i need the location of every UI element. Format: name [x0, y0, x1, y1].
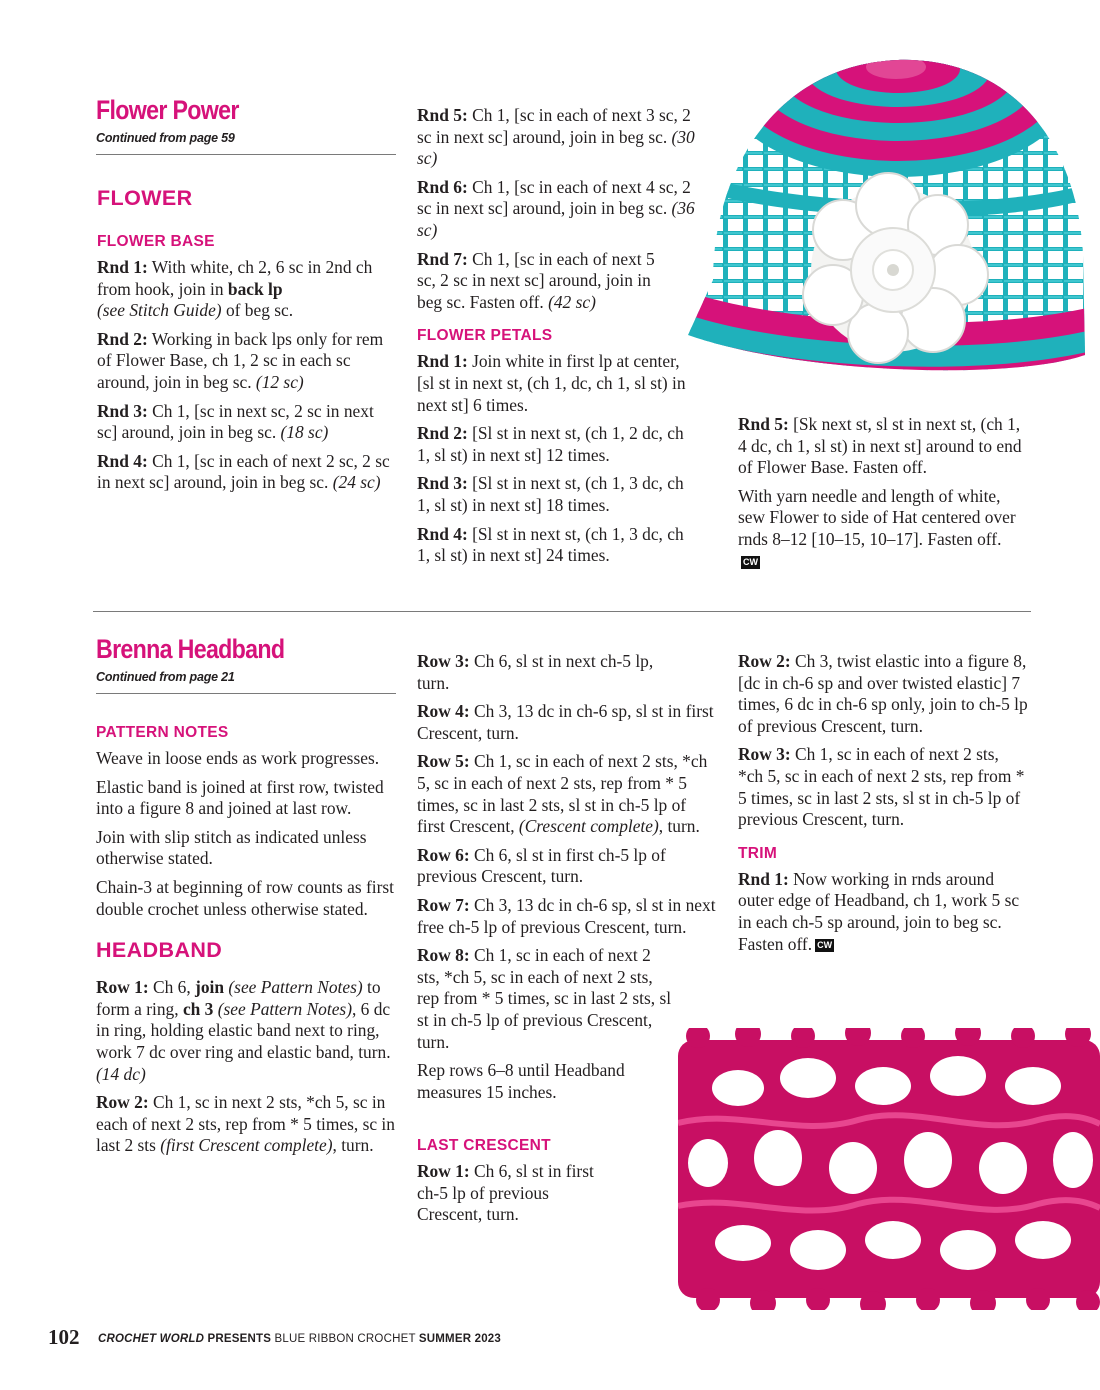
- brenna-title: Brenna Headband: [96, 634, 285, 664]
- petal-rnd-2: Rnd 2: [Sl st in next st, (ch 1, 2 dc, ch 1, sl st) in next st] 12 times.: [417, 423, 684, 465]
- headband-row-2: Row 2: Ch 1, sc in next 2 sts, *ch 5, sc in each of next 2 sts, rep from * 5 times, sc in last 2 sts (first Crescent complete), turn.: [96, 1092, 395, 1156]
- note-4: Chain-3 at beginning of row counts as first double crochet unless otherwise stated.: [96, 876, 395, 919]
- brenna-title-rule: [96, 693, 396, 694]
- last-crescent-row-1: Row 1: Ch 6, sl st in first ch-5 lp of previous Crescent, turn.: [417, 1161, 594, 1225]
- flower-power-continued: Continued from page 59: [96, 131, 235, 145]
- petal-rnd-4: Rnd 4: [Sl st in next st, (ch 1, 3 dc, ch 1, sl st) in next st] 24 times.: [417, 523, 684, 566]
- page-number: 102: [48, 1325, 80, 1349]
- brenna-col-2: [417, 651, 717, 1233]
- flower-finish: With yarn needle and length of white, sew Flower to side of Hat centered over rnds 8–12 [10–15, 10–17]. Fasten off.CW: [738, 485, 1016, 567]
- flower-col-2: [417, 105, 699, 574]
- last-crescent-row-2: Row 2: Ch 3, twist elastic into a figure 8, [dc in ch-6 sp and over twisted elastic] 7 times, 6 dc in ch-6 sp only, join to ch-5 lp of previous Crescent, turn.: [738, 651, 1028, 736]
- headband-heading: HEADBAND: [96, 938, 223, 963]
- title-rule: [96, 154, 396, 155]
- trim-heading: TRIM: [738, 844, 778, 862]
- trim-rnd-1: Rnd 1: Now working in rnds around outer edge of Headband, ch 1, work 5 sc in each ch-5 sp around, join to beg sc. Fasten off. CW: [738, 868, 1020, 954]
- headband-row-3: Row 3: Ch 6, sl st in next ch-5 lp, turn.: [417, 651, 654, 693]
- cw-end-badge: CW: [743, 556, 758, 567]
- flower-power-title: Flower Power: [96, 95, 239, 125]
- flower-rnd-3: Rnd 3: Ch 1, [sc in next sc, 2 sc in next sc] around, join in beg sc. (18 sc): [97, 400, 374, 443]
- flower-heading: FLOWER: [97, 186, 193, 210]
- note-3: Join with slip stitch as indicated unless otherwise stated.: [96, 826, 367, 869]
- headband-row-5: Row 5: Ch 1, sc in each of next 2 sts, *ch 5, sc in each of next 2 sts, rep from * 5 times, sc in last 2 sts, sl st in ch-5 lp of first Crescent, (Crescent complete), turn.: [417, 751, 708, 837]
- pattern-notes-heading: PATTERN NOTES: [96, 724, 229, 741]
- note-1: Weave in loose ends as work progresses.: [96, 748, 380, 768]
- brenna-continued: Continued from page 21: [96, 670, 235, 684]
- petal-rnd-3: Rnd 3: [Sl st in next st, (ch 1, 3 dc, ch 1, sl st) in next st] 18 times.: [417, 473, 684, 515]
- flower-rnd-5: Rnd 5: Ch 1, [sc in each of next 3 sc, 2 sc in next sc] around, join in beg sc. (30 sc): [417, 105, 695, 169]
- petal-rnd-5: Rnd 5: [Sk next st, sl st in next st, (ch 1, 4 dc, ch 1, sl st) in next st] around to end of Flower Base. Fasten off.: [738, 414, 1022, 478]
- headband-repeat: Rep rows 6–8 until Headband measures 15 inches.: [417, 1060, 625, 1102]
- note-2: Elastic band is joined at first row, twisted into a figure 8 and joined at last row.: [96, 776, 384, 819]
- flower-rnd-2: Rnd 2: Working in back lps only for rem of Flower Base, ch 1, 2 sc in each sc around, join in beg sc. (12 sc): [97, 328, 384, 392]
- headband-row-4: Row 4: Ch 3, 13 dc in ch-6 sp, sl st in first Crescent, turn.: [417, 701, 714, 743]
- cw-end-badge-2: CW: [817, 939, 833, 950]
- flower-petals-heading: FLOWER PETALS: [417, 327, 553, 345]
- footer-credit: CROCHET WORLD PRESENTS BLUE RIBBON CROCHET SUMMER 2023: [98, 1333, 501, 1345]
- flower-col-1: [97, 186, 397, 501]
- headband-row-8: Row 8: Ch 1, sc in each of next 2 sts, *ch 5, sc in each of next 2 sts, rep from * 5 times, sc in last 2 sts, sl st in ch-5 lp of previous Crescent, turn.: [417, 945, 672, 1052]
- flower-rnd-7: Rnd 7: Ch 1, [sc in each of next 5 sc, 2 sc in next sc] around, join in beg sc. Fasten off. (42 sc): [417, 248, 655, 312]
- flower-base-heading: FLOWER BASE: [97, 233, 215, 250]
- flower-rnd-4: Rnd 4: Ch 1, [sc in each of next 2 sc, 2 sc in next sc] around, join in beg sc. (24 sc): [97, 450, 390, 493]
- last-crescent-heading: LAST CRESCENT: [417, 1137, 551, 1155]
- headband-row-1: Row 1: Ch 6, join (see Pattern Notes) to form a ring, ch 3 (see Pattern Notes), 6 dc in ring, holding elastic band next to ring, work 7 dc over ring and elastic band, turn. (14 dc): [96, 977, 391, 1084]
- headband-row-7: Row 7: Ch 3, 13 dc in ch-6 sp, sl st in next free ch-5 lp of previous Crescent, turn.: [417, 894, 716, 937]
- flower-rnd-6: Rnd 6: Ch 1, [sc in each of next 4 sc, 2 sc in next sc] around, join in beg sc. (36 sc): [417, 176, 695, 240]
- section-divider: [93, 611, 1031, 612]
- headband-row-6: Row 6: Ch 6, sl st in first ch-5 lp of previous Crescent, turn.: [417, 844, 666, 887]
- flower-col-3: [738, 414, 1023, 579]
- petal-rnd-1: Rnd 1: Join white in first lp at center, [sl st in next st, (ch 1, dc, ch 1, sl st) in next st] 6 times.: [417, 351, 686, 415]
- brenna-col-1: [96, 724, 398, 1164]
- headband-photo: [678, 1028, 1100, 1310]
- last-crescent-row-3: Row 3: Ch 1, sc in each of next 2 sts, *ch 5, sc in each of next 2 sts, rep from * 5 times, sc in last 2 sts, sl st in ch-5 lp of previous Crescent, turn.: [738, 744, 1025, 830]
- hat-photo: [683, 55, 1100, 410]
- flower-rnd-1: Rnd 1: With white, ch 2, 6 sc in 2nd ch from hook, join in back lp (see Stitch Guide) of beg sc.: [97, 257, 373, 321]
- brenna-col-3: [738, 651, 1028, 962]
